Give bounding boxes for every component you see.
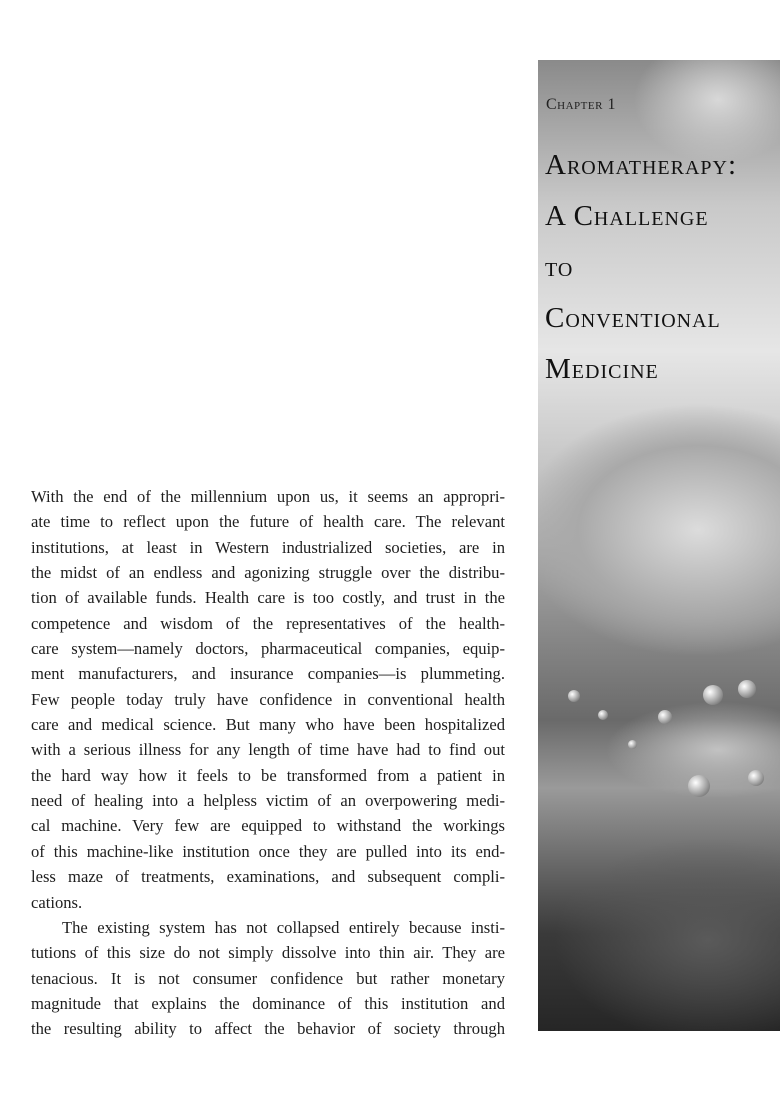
text-line: institutions, at least in Western industrialized societies, are in [31, 537, 505, 557]
chapter-label: Chapter 1 [546, 96, 616, 113]
text-line: of this machine-like institution once they are pulled into its end- [31, 841, 505, 861]
text-line: the midst of an endless and agonizing struggle over the distribu- [31, 563, 505, 583]
text-line: care system—namely doctors, pharmaceutical companies, equip- [31, 639, 505, 659]
chapter-title-line: to [545, 251, 574, 283]
chapter-title-line: A Challenge [545, 200, 709, 232]
text-line: Few people today truly have confidence in conventional health [31, 689, 505, 709]
text-line: care and medical science. But many who have been hospitalized [31, 715, 505, 735]
text-line: ate time to reflect upon the future of health care. The relevant [31, 512, 505, 532]
water-drop [628, 740, 637, 749]
text-line: With the end of the millennium upon us, it seems an appropri- [31, 487, 505, 506]
water-drop [658, 710, 672, 724]
chapter-title-line: Medicine [545, 353, 659, 385]
water-drop [598, 710, 608, 720]
text-line: competence and wisdom of the representatives of the health- [31, 613, 505, 633]
text-line: tion of available funds. Health care is too costly, and trust in the [31, 588, 505, 608]
water-drop [568, 690, 580, 702]
text-line: tutions of this size do not simply dissolve into thin air. They are [31, 943, 505, 963]
text-line: ment manufacturers, and insurance companies—is plummeting. [31, 664, 505, 684]
text-line: tenacious. It is not consumer confidence but rather monetary [31, 968, 505, 988]
water-drop [688, 775, 710, 797]
water-drop [748, 770, 764, 786]
water-drop [738, 680, 756, 698]
text-line: the resulting ability to affect the behavior of society through [31, 1019, 505, 1039]
text-line: the hard way how it feels to be transformed from a patient in [31, 765, 505, 785]
text-line: The existing system has not collapsed entirely because insti- [62, 917, 505, 937]
body-text [31, 484, 505, 1042]
text-line: cal machine. Very few are equipped to withstand the workings [31, 816, 505, 836]
chapter-title-line: Aromatherapy: [545, 149, 738, 181]
chapter-title [545, 140, 780, 395]
water-drop [703, 685, 723, 705]
text-line: less maze of treatments, examinations, and subsequent compli- [31, 867, 505, 887]
chapter-title-line: Conventional [545, 302, 721, 334]
text-line: with a serious illness for any length of time have had to find out [31, 740, 505, 760]
text-line: cations. [31, 892, 83, 912]
chapter-cover-image [538, 60, 780, 1031]
text-line: need of healing into a helpless victim of an overpowering medi- [31, 791, 505, 811]
text-line: magnitude that explains the dominance of this institution and [31, 993, 505, 1013]
